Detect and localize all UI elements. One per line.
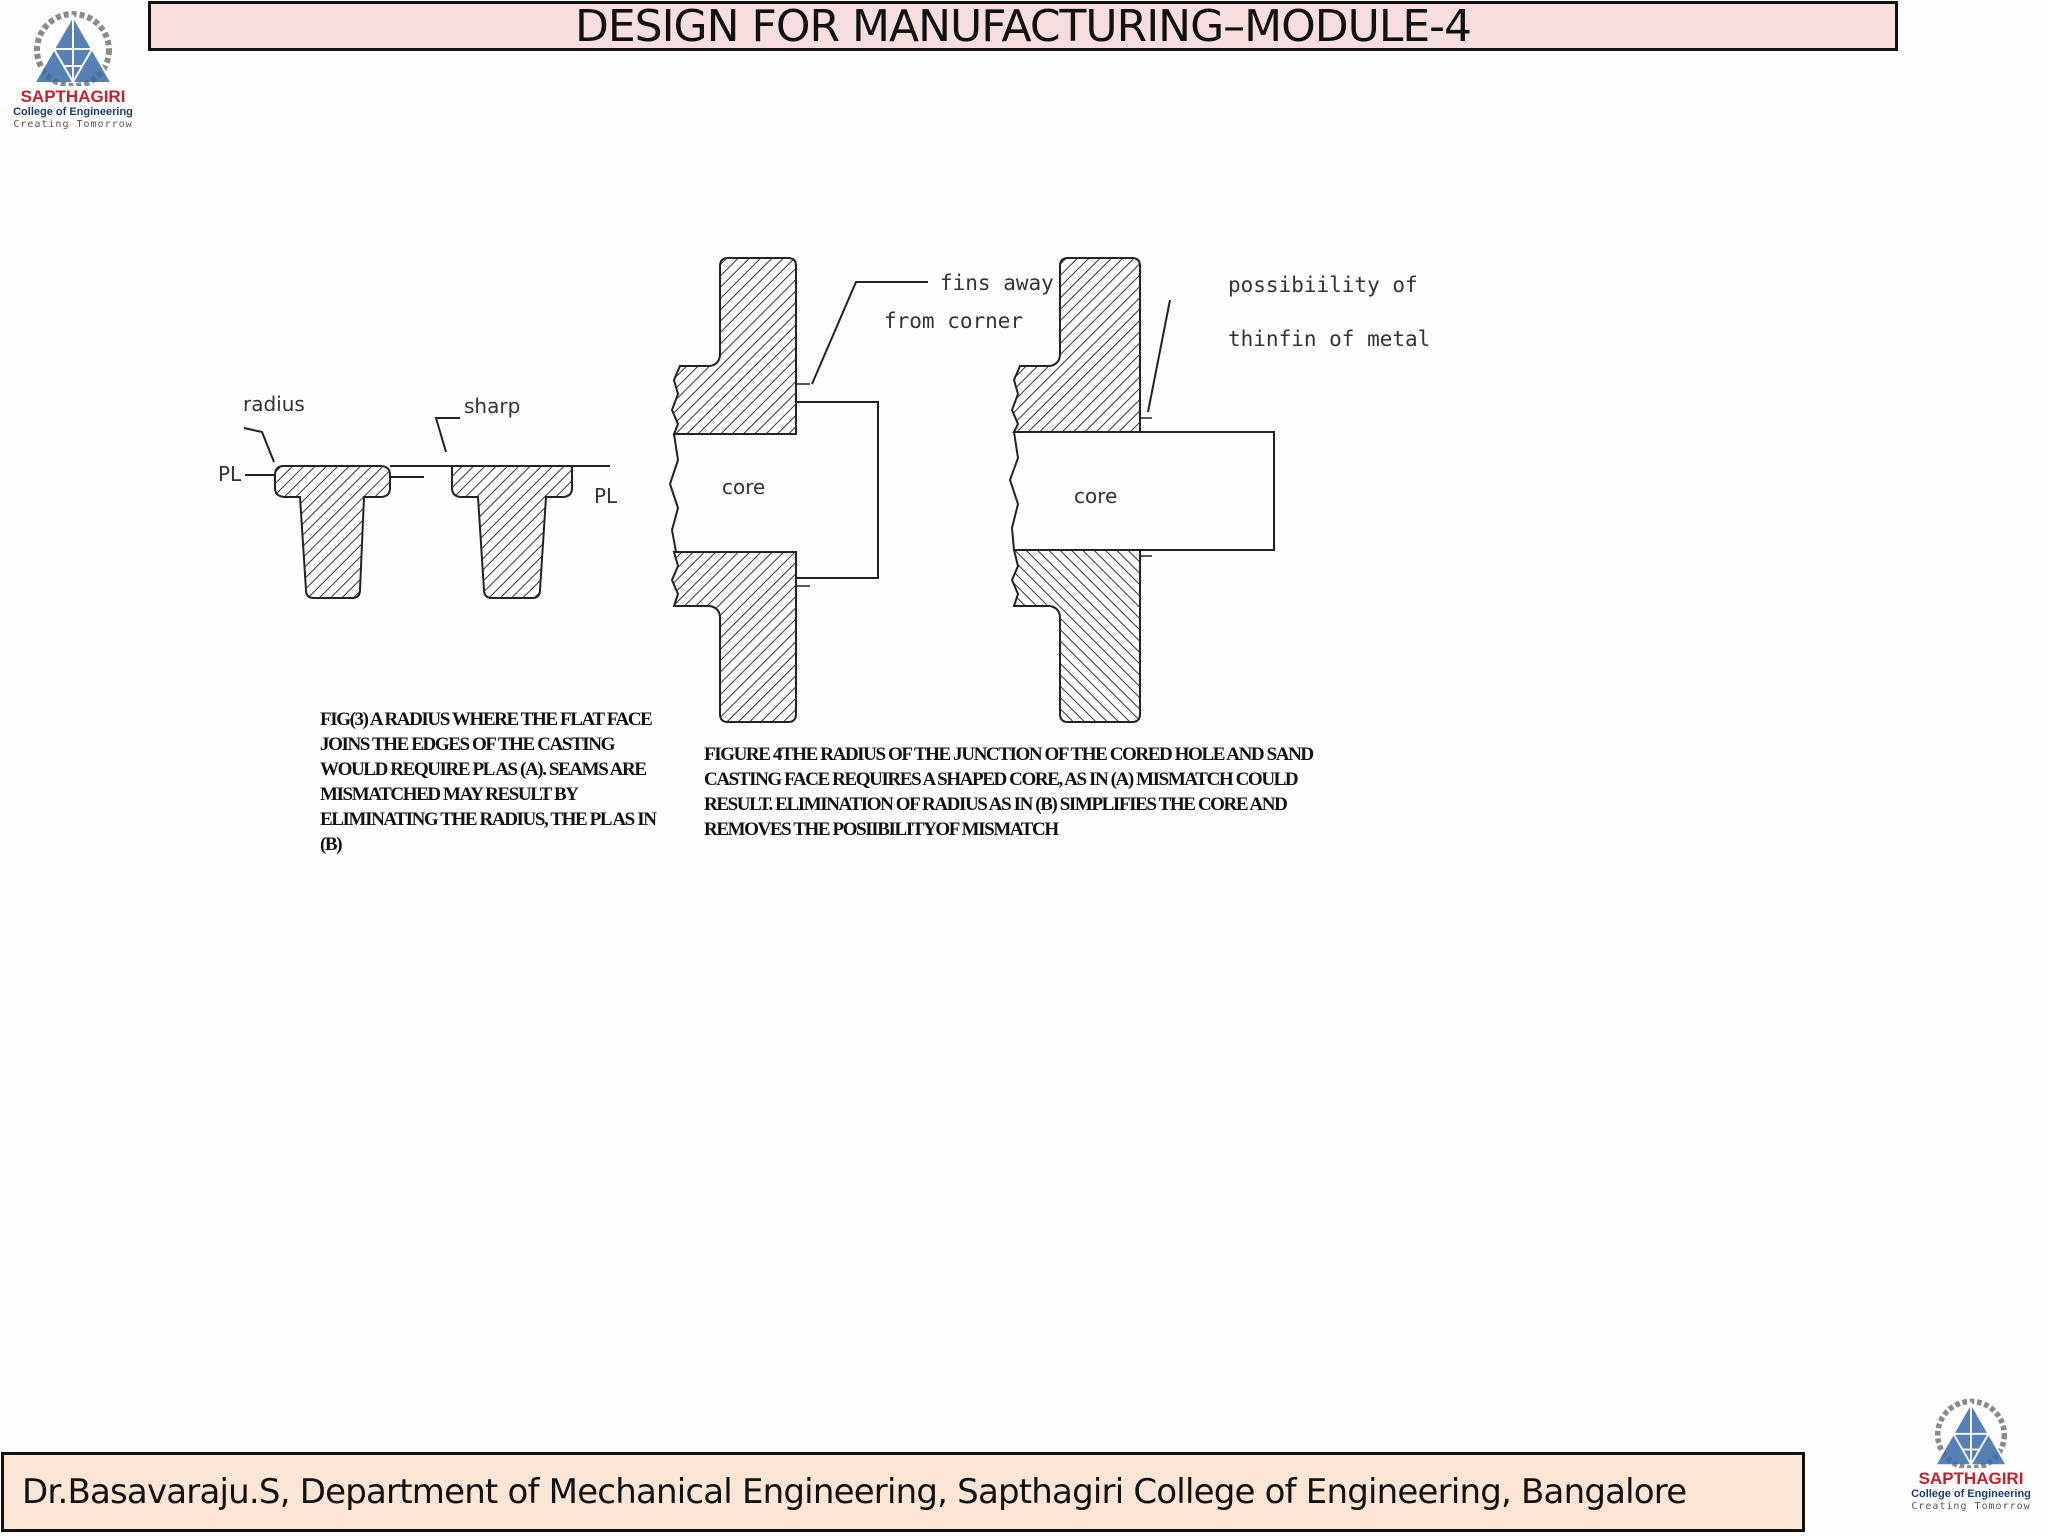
label-core-a: core	[722, 475, 766, 499]
figure4-caption: FIGURE 4THE RADIUS OF THE JUNCTION OF THE CORED HOLE AND SAND CASTING FACE REQUIRES A SHAPED CORE, AS IN (A) MISMATCH COULD RESULT. ELIMINATION OF RADIUS AS IN (B) SIMPLIFIES THE CORE AND REMOVES THE POSIIBILITYOF MISMATCH	[704, 744, 1313, 840]
slide-title: DESIGN FOR MANUFACTURING–MODULE-4	[574, 0, 1472, 52]
logo-tagline: Creating Tomorrow	[1911, 1501, 2031, 1512]
logo-name: SAPTHAGIRI	[1918, 1469, 2024, 1488]
fig3-part-b	[390, 418, 610, 598]
label-fins-away: fins away	[940, 271, 1054, 295]
label-pl-left: PL	[218, 462, 242, 486]
footer-bar	[1, 1452, 1805, 1532]
fig3-part-a	[244, 428, 424, 598]
figure3-caption: FIG(3) A RADIUS WHERE THE FLAT FACE JOINS THE EDGES OF THE CASTING WOULD REQUIRE PL AS (A). SEAMS ARE MISMATCHED MAY RESULT BY ELIMINATING THE RADIUS, THE PL AS IN (B)	[320, 709, 656, 855]
logo-emblem-icon	[1926, 1394, 2016, 1468]
label-sharp: sharp	[464, 394, 521, 418]
label-possibility: possibiility of	[1228, 273, 1418, 297]
label-radius: radius	[243, 392, 305, 416]
label-thinfin: thinfin of metal	[1228, 327, 1431, 351]
footer-text: Dr.Basavaraju.S, Department of Mechanical Engineering, Sapthagiri College of Engineering, Bangalore	[22, 1472, 1687, 1512]
college-logo-bottom	[1906, 1394, 2036, 1513]
label-core-b: core	[1074, 484, 1118, 508]
label-pl-right: PL	[594, 484, 618, 508]
logo-subtitle: College of Engineering	[13, 106, 133, 118]
logo-subtitle: College of Engineering	[1911, 1488, 2031, 1500]
logo-tagline: Creating Tomorrow	[13, 119, 133, 130]
label-from-corner: from corner	[884, 309, 1024, 333]
logo-name: SAPTHAGIRI	[20, 87, 126, 106]
